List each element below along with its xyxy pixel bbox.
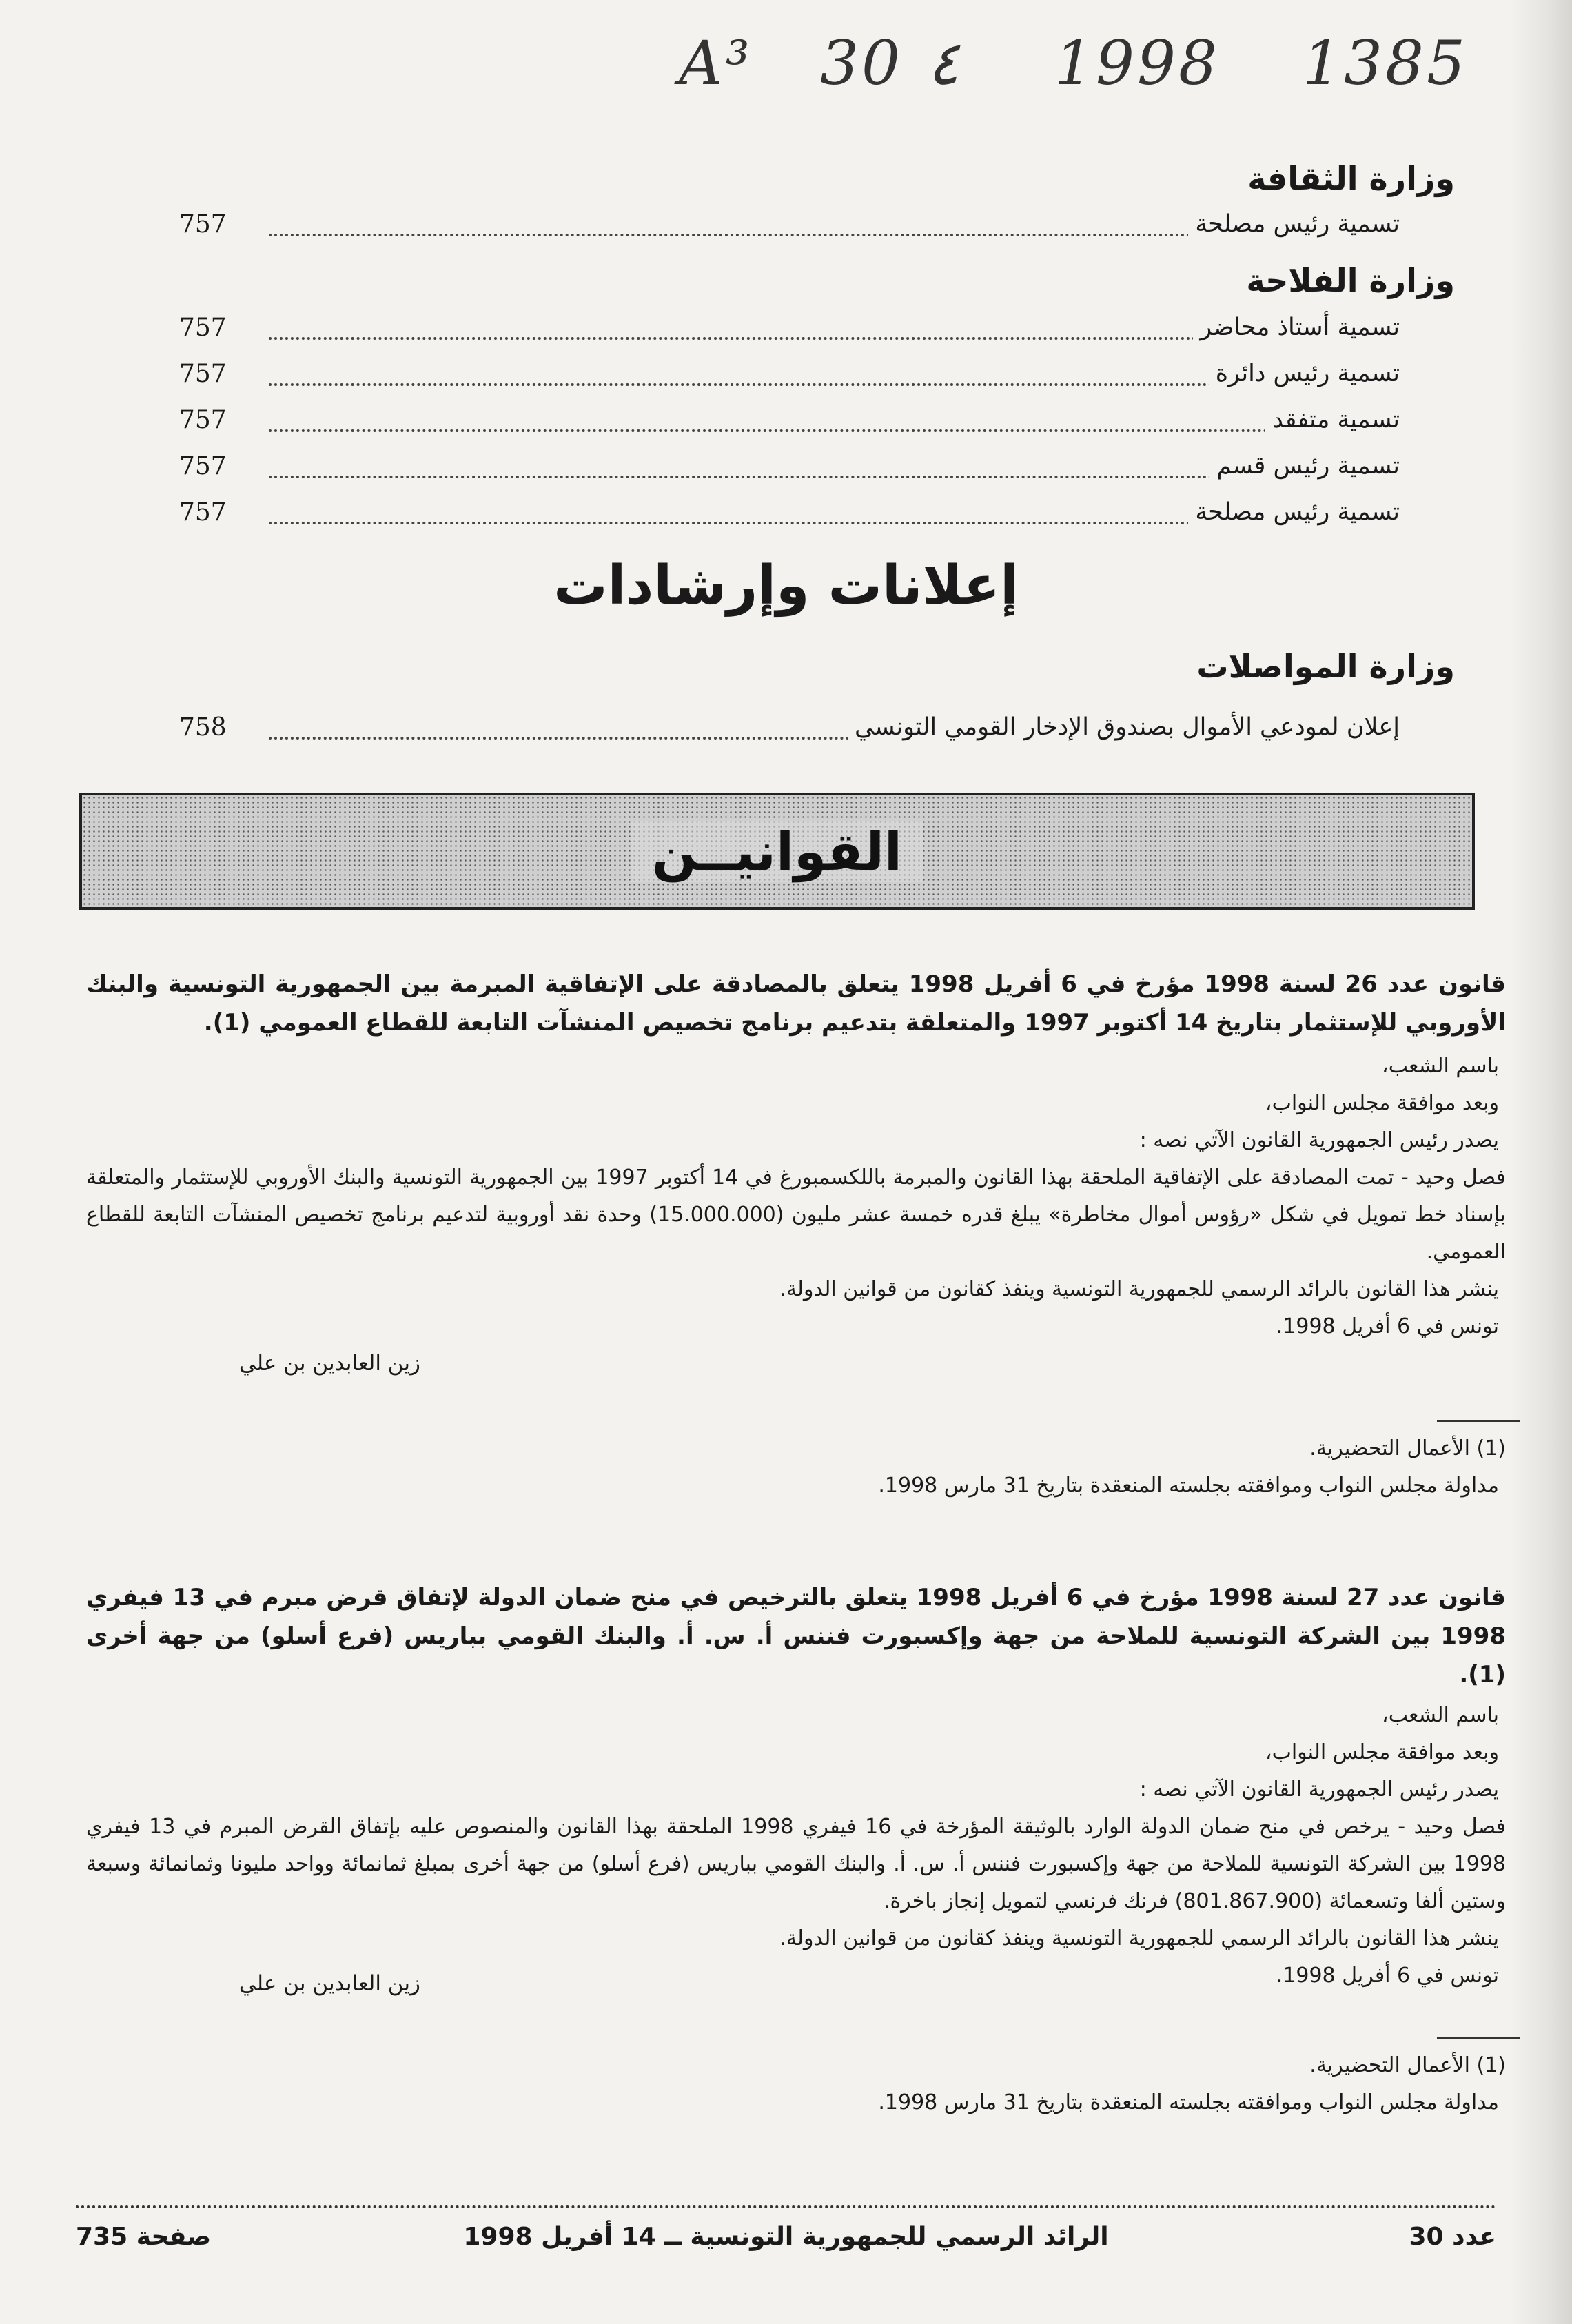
law-article: فصل وحيد - تمت المصادقة على الإتفاقية الملحقة بهذا القانون والمبرمة باللكسمبورغ في 14 أكتوبر 1997 بين الجمهورية التونسية والبنك الأوروبي للإستثمار والمتعلقة بإسناد خط تمويل في شكل «رؤوس أموال مخاطرة» يبلغ قدره خمسة عشر مليون (15.000.000) وحدة نقد أوروبية لتدعيم برنامج تخصيص المنشآت التابعة للقطاع العمومي.: [86, 1165, 1507, 1264]
law-27: [86, 1578, 1506, 1995]
toc-page: 757: [179, 314, 227, 342]
footnote-text: مداولة مجلس النواب وموافقته بجلسته المنعقدة بتاريخ 31 مارس 1998.: [878, 2090, 1499, 2114]
hand-day: 30: [820, 28, 903, 99]
law-paragraph: وبعد موافقة مجلس النواب،: [1265, 1740, 1499, 1764]
law-date: تونس في 6 أفريل 1998.: [1276, 1964, 1499, 1988]
footnote-text: مداولة مجلس النواب وموافقته بجلسته المنعقدة بتاريخ 31 مارس 1998.: [878, 1474, 1499, 1498]
law-paragraph: يصدر رئيس الجمهورية القانون الآتي نصه :: [1139, 1777, 1499, 1802]
law-paragraph: باسم الشعب،: [1382, 1703, 1499, 1727]
toc-row[interactable]: [172, 713, 1400, 755]
toc-page: 757: [179, 360, 227, 388]
law-26-footnote: [86, 1430, 1506, 1505]
footnote-title: (1) الأعمال التحضيرية.: [1309, 2053, 1506, 2077]
toc-row[interactable]: [172, 360, 1400, 401]
toc-page: 757: [179, 498, 227, 527]
hand-ref: 1385: [1303, 28, 1468, 99]
law-title: قانون عدد 27 لسنة 1998 مؤرخ في 6 أفريل 1998 يتعلق بالترخيص في منح ضمان الدولة لإتفاق قرض مبرم في 13 فيفري 1998 بين الشركة التونسية للملاحة من جهة وإكسبورت فننس أ. س. أ. والبنك القومي بباريس (فرع أسلو) من جهة أخرى (1).: [86, 1584, 1507, 1689]
toc-page: 757: [179, 406, 227, 434]
page-number: صفحة 735: [76, 2223, 212, 2251]
toc-label: تسمية رئيس مصلحة: [1188, 210, 1400, 238]
signature: زين العابدين بن علي: [238, 1971, 420, 1996]
hand-year: 1998: [1054, 28, 1220, 99]
footnote-rule: [1437, 2037, 1520, 2039]
law-paragraph: وبعد موافقة مجلس النواب،: [1265, 1091, 1499, 1115]
toc-row[interactable]: [172, 452, 1400, 493]
toc-page: 758: [179, 713, 227, 742]
laws-section-banner: [79, 793, 1475, 910]
hand-month: ٤: [927, 28, 960, 99]
law-paragraph: باسم الشعب،: [1382, 1054, 1499, 1078]
footnote-title: (1) الأعمال التحضيرية.: [1309, 1436, 1506, 1460]
toc-row[interactable]: [172, 406, 1400, 447]
banner-title: القوانيــن: [631, 821, 923, 882]
law-date: تونس في 6 أفريل 1998.: [1276, 1314, 1499, 1338]
law-paragraph: ينشر هذا القانون بالرائد الرسمي للجمهورية التونسية وينفذ كقانون من قوانين الدولة.: [779, 1926, 1499, 1950]
leader-dots: [269, 429, 1400, 432]
issue-number: عدد 30: [1409, 2223, 1496, 2251]
ministry-culture-heading: وزارة الثقافة: [1247, 160, 1455, 197]
ministry-agriculture-heading: وزارة الفلاحة: [1246, 262, 1455, 299]
footnote-rule: [1437, 1420, 1520, 1422]
law-27-footnote: [86, 2047, 1506, 2121]
toc-row[interactable]: [172, 498, 1400, 540]
page-footer: [76, 2223, 1496, 2264]
ministry-transport-heading: وزارة المواصلات: [1196, 648, 1455, 685]
signature: زين العابدين بن علي: [238, 1351, 420, 1376]
law-26: [86, 965, 1506, 1345]
law-article: فصل وحيد - يرخص في منح ضمان الدولة الوارد بالوثيقة المؤرخة في 16 فيفري 1998 الملحقة بهذا القانون والمنصوص عليه بإتفاق القرض المبرم في 13 فيفري 1998 بين الشركة التونسية للملاحة من جهة وإكسبورت فننس أ. س. أ. والبنك القومي بباريس (فرع أسلو) من جهة أخرى بمبلغ ثمانمائة وواحد مليونا وثمانمائة وسبعة وستين ألفا وتسعمائة (801.867.900) فرنك فرنسي لتمويل إنجاز باخرة.: [86, 1815, 1506, 1913]
footer-rule: [76, 2205, 1496, 2208]
toc-page: 757: [179, 210, 227, 238]
gazette-masthead: الرائد الرسمي للجمهورية التونسية ــ 14 أفريل 1998: [463, 2223, 1109, 2251]
toc-label: إعلان لمودعي الأموال بصندوق الإدخار القومي التونسي: [848, 713, 1400, 741]
page-edge-shadow: [1510, 0, 1572, 2324]
law-title: قانون عدد 26 لسنة 1998 مؤرخ في 6 أفريل 1998 يتعلق بالمصادقة على الإتفاقية المبرمة بين الجمهورية التونسية والبنك الأوروبي للإستثمار بتاريخ 14 أكتوبر 1997 والمتعلقة بتدعيم برنامج تخصيص المنشآت التابعة للقطاع العمومي (1).: [86, 970, 1507, 1037]
toc-row[interactable]: [172, 210, 1400, 252]
toc-row[interactable]: [172, 314, 1400, 355]
hand-code: A³: [679, 28, 753, 99]
announcements-title: إعلانات وإرشادات: [553, 555, 1019, 617]
law-paragraph: يصدر رئيس الجمهورية القانون الآتي نصه :: [1139, 1128, 1499, 1152]
toc-label: تسمية أستاذ محاضر: [1193, 314, 1400, 341]
toc-label: تسمية متفقد: [1265, 406, 1400, 434]
law-paragraph: ينشر هذا القانون بالرائد الرسمي للجمهورية التونسية وينفذ كقانون من قوانين الدولة.: [779, 1277, 1499, 1301]
toc-label: تسمية رئيس مصلحة: [1188, 498, 1400, 526]
toc-label: تسمية رئيس دائرة: [1209, 360, 1400, 387]
toc-page: 757: [179, 452, 227, 480]
toc-label: تسمية رئيس قسم: [1209, 452, 1400, 480]
